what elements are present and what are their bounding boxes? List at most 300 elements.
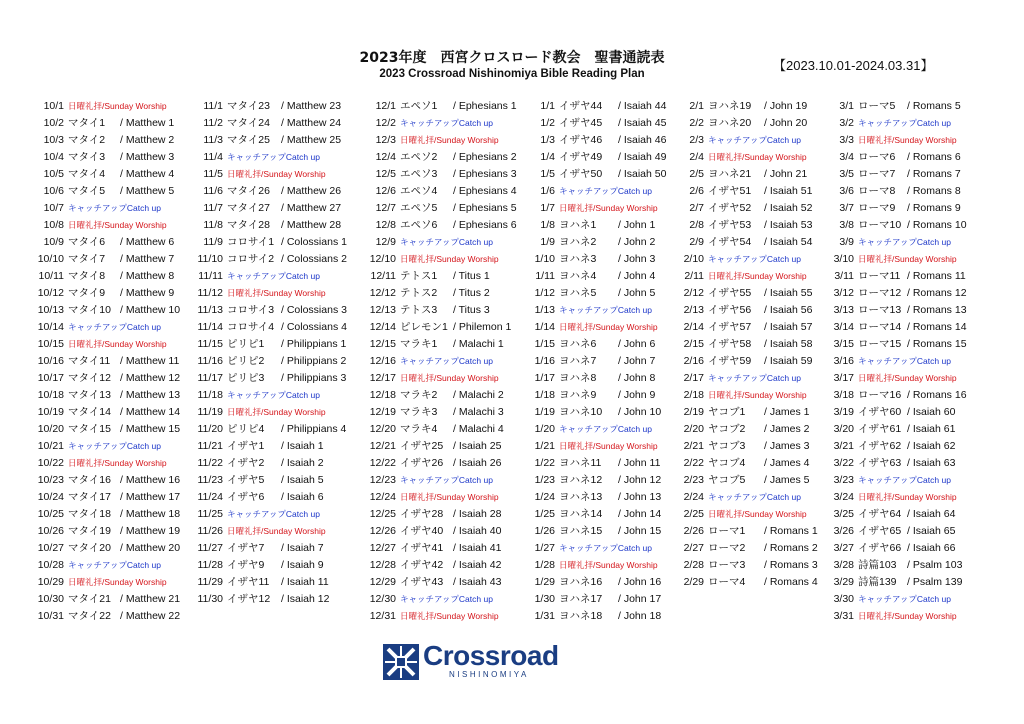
table-row <box>363 115 499 132</box>
reading-jp: マタイ25 <box>227 134 270 146</box>
sunday-worship-label: 日曜礼拝/Sunday Worship <box>858 135 957 145</box>
reading-date: 2/24 <box>683 491 704 503</box>
reading-en: / John 6 <box>618 338 656 350</box>
reading-date: 12/17 <box>369 372 396 384</box>
table-row <box>363 268 499 285</box>
sunday-worship-label: 日曜礼拝/Sunday Worship <box>400 135 499 145</box>
reading-date: 3/26 <box>833 525 854 537</box>
reading-en: / Matthew 11 <box>120 355 180 367</box>
reading-en: / Philippians 1 <box>281 338 347 350</box>
reading-en: / Matthew 12 <box>120 372 181 384</box>
table-row <box>363 608 499 625</box>
reading-jp: イザヤ60 <box>858 406 902 418</box>
table-row <box>528 404 662 421</box>
reading-en: / James 5 <box>764 474 810 486</box>
catch-up-label: キャッチアップCatch up <box>400 475 493 485</box>
reading-date: 1/2 <box>540 117 555 129</box>
reading-date: 2/23 <box>683 474 704 486</box>
table-row <box>674 234 813 251</box>
reading-date: 11/17 <box>197 372 223 384</box>
reading-jp: マタイ8 <box>68 270 106 282</box>
table-row <box>195 591 330 608</box>
table-row <box>528 387 658 404</box>
table-row <box>528 591 662 608</box>
table-row <box>528 353 658 370</box>
table-row <box>363 404 504 421</box>
sunday-worship-label: 日曜礼拝/Sunday Worship <box>559 560 658 570</box>
table-row <box>195 506 326 523</box>
sunday-worship-label: 日曜礼拝/Sunday Worship <box>559 441 658 451</box>
reading-jp: ローマ6 <box>858 151 896 163</box>
table-row <box>195 472 326 489</box>
reading-date: 1/10 <box>534 253 555 265</box>
table-row <box>528 489 662 506</box>
table-row <box>674 302 813 319</box>
reading-jp: ヨハネ20 <box>708 117 752 129</box>
table-row <box>34 421 181 438</box>
table-row <box>34 302 181 319</box>
catch-up-label: キャッチアップCatch up <box>708 373 801 383</box>
reading-date: 10/4 <box>43 151 64 163</box>
table-row <box>528 166 667 183</box>
reading-en: / Romans 3 <box>764 559 818 571</box>
table-row <box>674 268 807 285</box>
reading-date: 11/24 <box>197 491 223 503</box>
reading-jp: ローマ4 <box>708 576 746 588</box>
table-row <box>824 540 957 557</box>
reading-date: 11/11 <box>198 270 223 282</box>
reading-date: 11/8 <box>203 219 223 231</box>
reading-date: 2/9 <box>689 236 704 248</box>
reading-en: / John 18 <box>618 610 662 622</box>
reading-date: 12/14 <box>369 321 396 333</box>
reading-en: / Isaiah 55 <box>764 287 813 299</box>
reading-date: 2/4 <box>689 151 704 163</box>
table-row <box>674 438 810 455</box>
reading-date: 3/2 <box>839 117 854 129</box>
reading-date: 1/22 <box>534 457 555 469</box>
reading-jp: イザヤ9 <box>227 559 265 571</box>
table-row <box>824 285 967 302</box>
catch-up-label: キャッチアップCatch up <box>708 492 801 502</box>
reading-date: 12/9 <box>375 236 396 248</box>
table-row <box>674 200 813 217</box>
table-row <box>34 540 181 557</box>
reading-date: 10/27 <box>37 542 64 554</box>
table-row <box>363 506 502 523</box>
table-row <box>34 472 181 489</box>
reading-en: / Romans 15 <box>907 338 967 350</box>
reading-date: 1/15 <box>534 338 555 350</box>
reading-jp: エペソ5 <box>400 202 438 214</box>
reading-jp: マタイ20 <box>68 542 111 554</box>
table-row <box>363 285 499 302</box>
reading-en: / Isaiah 64 <box>907 508 956 520</box>
reading-date: 12/6 <box>375 185 396 197</box>
table-row <box>363 455 502 472</box>
table-row <box>528 302 658 319</box>
month-column <box>363 98 517 625</box>
reading-date: 2/1 <box>689 100 704 112</box>
table-row <box>195 574 329 591</box>
reading-en: / Matthew 5 <box>120 185 175 197</box>
reading-en: / John 9 <box>618 389 656 401</box>
table-row <box>363 557 502 574</box>
table-row <box>528 506 662 523</box>
catch-up-label: キャッチアップCatch up <box>68 441 161 451</box>
table-row <box>195 421 347 438</box>
reading-en: / Malachi 3 <box>453 406 504 418</box>
reading-date: 1/9 <box>540 236 555 248</box>
reading-jp: ローマ12 <box>858 287 902 299</box>
table-row <box>195 336 347 353</box>
reading-jp: イザヤ28 <box>400 508 444 520</box>
reading-en: / Matthew 17 <box>120 491 181 503</box>
reading-date: 3/17 <box>833 372 854 384</box>
table-row <box>363 336 504 353</box>
reading-date: 10/30 <box>37 593 64 605</box>
reading-en: / Matthew 9 <box>120 287 175 299</box>
reading-en: / John 8 <box>618 372 656 384</box>
reading-date: 3/29 <box>833 576 854 588</box>
table-row <box>195 98 342 115</box>
reading-en: / John 10 <box>618 406 662 418</box>
reading-en: / Isaiah 46 <box>618 134 667 146</box>
table-row <box>363 217 517 234</box>
table-row <box>528 183 658 200</box>
table-row <box>528 370 658 387</box>
reading-date: 12/5 <box>375 168 396 180</box>
reading-jp: マタイ6 <box>68 236 106 248</box>
table-row <box>363 183 517 200</box>
table-row <box>34 608 181 625</box>
reading-jp: イザヤ59 <box>708 355 752 367</box>
table-row <box>195 149 326 166</box>
reading-date: 11/29 <box>197 576 223 588</box>
sunday-worship-label: 日曜礼拝/Sunday Worship <box>227 169 326 179</box>
catch-up-label: キャッチアップCatch up <box>400 356 493 366</box>
table-row <box>195 523 326 540</box>
reading-jp: イザヤ51 <box>708 185 752 197</box>
reading-date: 2/10 <box>683 253 704 265</box>
reading-en: / James 1 <box>764 406 810 418</box>
reading-date: 12/1 <box>375 100 396 112</box>
reading-en: / Isaiah 6 <box>281 491 324 503</box>
reading-jp: イザヤ66 <box>858 542 902 554</box>
page-title-en: 2023 Crossroad Nishinomiya Bible Reading Plan <box>379 68 645 80</box>
sunday-worship-label: 日曜礼拝/Sunday Worship <box>858 254 957 264</box>
reading-date: 3/16 <box>833 355 854 367</box>
reading-en: / Isaiah 9 <box>281 559 324 571</box>
reading-en: / Isaiah 2 <box>281 457 324 469</box>
reading-jp: イザヤ12 <box>227 593 271 605</box>
reading-en: / John 5 <box>618 287 656 299</box>
reading-jp: ローマ3 <box>708 559 746 571</box>
catch-up-label: キャッチアップCatch up <box>227 152 320 162</box>
table-row <box>195 557 326 574</box>
reading-jp: イザヤ63 <box>858 457 902 469</box>
reading-en: / Psalm 103 <box>907 559 963 571</box>
table-row <box>195 353 347 370</box>
catch-up-label: キャッチアップCatch up <box>227 271 320 281</box>
reading-jp: ローマ13 <box>858 304 902 316</box>
table-row <box>674 183 813 200</box>
reading-jp: マタイ27 <box>227 202 270 214</box>
table-row <box>528 574 662 591</box>
reading-jp: ヤコブ4 <box>708 457 746 469</box>
reading-jp: ローマ7 <box>858 168 896 180</box>
reading-date: 11/26 <box>197 525 223 537</box>
reading-date: 10/28 <box>37 559 64 571</box>
table-row <box>528 319 658 336</box>
catch-up-label: キャッチアップCatch up <box>858 356 951 366</box>
reading-en: / Ephesians 5 <box>453 202 517 214</box>
reading-jp: ローマ5 <box>858 100 896 112</box>
reading-date: 10/21 <box>37 440 64 452</box>
table-row <box>195 404 326 421</box>
reading-en: / Isaiah 52 <box>764 202 813 214</box>
table-row <box>195 234 347 251</box>
sunday-worship-label: 日曜礼拝/Sunday Worship <box>400 611 499 621</box>
catch-up-label: キャッチアップCatch up <box>559 543 652 553</box>
reading-en: / Colossians 2 <box>281 253 347 265</box>
reading-date: 11/19 <box>197 406 223 418</box>
reading-date: 11/12 <box>197 287 223 299</box>
reading-date: 11/28 <box>197 559 223 571</box>
reading-date: 1/20 <box>534 423 555 435</box>
reading-en: / John 19 <box>764 100 808 112</box>
reading-date: 3/10 <box>833 253 854 265</box>
reading-date: 10/17 <box>37 372 64 384</box>
reading-date: 12/10 <box>369 253 396 265</box>
reading-jp: マタイ5 <box>68 185 106 197</box>
reading-en: / Isaiah 53 <box>764 219 813 231</box>
table-row <box>674 472 810 489</box>
table-row <box>363 574 502 591</box>
reading-en: / John 12 <box>618 474 662 486</box>
table-row <box>674 421 810 438</box>
reading-en: / Romans 6 <box>907 151 961 163</box>
reading-jp: マラキ3 <box>400 406 438 418</box>
reading-date: 10/3 <box>43 134 64 146</box>
reading-date: 2/29 <box>683 576 704 588</box>
table-row <box>824 455 957 472</box>
reading-en: / Isaiah 7 <box>281 542 324 554</box>
reading-date: 10/2 <box>43 117 64 129</box>
table-row <box>34 489 181 506</box>
catch-up-label: キャッチアップCatch up <box>400 237 493 247</box>
reading-en: / John 14 <box>618 508 662 520</box>
reading-en: / Titus 3 <box>453 304 490 316</box>
table-row <box>34 285 175 302</box>
reading-date: 3/13 <box>833 304 854 316</box>
reading-en: / John 7 <box>618 355 656 367</box>
reading-jp: ローマ9 <box>858 202 896 214</box>
reading-date: 3/9 <box>839 236 854 248</box>
table-row <box>363 200 517 217</box>
reading-date: 3/15 <box>833 338 854 350</box>
table-row <box>34 98 167 115</box>
reading-en: / Romans 9 <box>907 202 961 214</box>
table-row <box>34 132 175 149</box>
reading-jp: イザヤ26 <box>400 457 444 469</box>
table-row <box>824 98 961 115</box>
reading-en: / Isaiah 41 <box>453 542 502 554</box>
reading-en: / Philippians 3 <box>281 372 347 384</box>
reading-date: 1/28 <box>534 559 555 571</box>
reading-en: / Psalm 139 <box>907 576 963 588</box>
month-column <box>195 98 347 608</box>
reading-jp: ローマ16 <box>858 389 902 401</box>
table-row <box>363 132 499 149</box>
reading-jp: イザヤ42 <box>400 559 444 571</box>
table-row <box>195 438 326 455</box>
reading-en: / Philippians 2 <box>281 355 347 367</box>
reading-jp: ヤコブ5 <box>708 474 746 486</box>
reading-date: 3/3 <box>839 134 854 146</box>
table-row <box>674 506 807 523</box>
reading-jp: イザヤ64 <box>858 508 902 520</box>
reading-jp: ヨハネ14 <box>559 508 603 520</box>
reading-date: 1/6 <box>540 185 555 197</box>
catch-up-label: キャッチアップCatch up <box>68 560 161 570</box>
reading-jp: ヨハネ21 <box>708 168 752 180</box>
reading-jp: イザヤ1 <box>227 440 265 452</box>
reading-jp: ヨハネ2 <box>559 236 597 248</box>
reading-date: 11/22 <box>197 457 223 469</box>
table-row <box>363 234 499 251</box>
reading-jp: ヨハネ19 <box>708 100 752 112</box>
table-row <box>824 251 957 268</box>
reading-date: 1/25 <box>534 508 555 520</box>
reading-date: 10/13 <box>37 304 64 316</box>
reading-date: 3/11 <box>834 270 854 282</box>
reading-en: / Romans 13 <box>907 304 967 316</box>
reading-en: / Isaiah 63 <box>907 457 956 469</box>
reading-en: / Matthew 26 <box>281 185 342 197</box>
reading-date: 11/3 <box>203 134 223 146</box>
reading-en: / Matthew 2 <box>120 134 175 146</box>
reading-date: 2/11 <box>684 270 704 282</box>
reading-date: 11/16 <box>197 355 223 367</box>
sunday-worship-label: 日曜礼拝/Sunday Worship <box>708 152 807 162</box>
reading-date: 1/27 <box>534 542 555 554</box>
table-row <box>363 438 502 455</box>
reading-date: 10/31 <box>37 610 64 622</box>
crossroad-logo-mark-icon <box>383 644 419 680</box>
table-row <box>34 523 181 540</box>
reading-date: 1/23 <box>534 474 555 486</box>
reading-en: / James 2 <box>764 423 810 435</box>
catch-up-label: キャッチアップCatch up <box>858 118 951 128</box>
reading-jp: ヨハネ4 <box>559 270 597 282</box>
reading-jp: ピリピ4 <box>227 423 265 435</box>
reading-date: 3/28 <box>833 559 854 571</box>
reading-date: 10/8 <box>43 219 64 231</box>
reading-date: 10/19 <box>37 406 64 418</box>
reading-jp: ローマ14 <box>858 321 902 333</box>
reading-en: / Matthew 13 <box>120 389 181 401</box>
reading-date: 2/7 <box>689 202 704 214</box>
table-row <box>195 489 326 506</box>
table-row <box>824 234 957 251</box>
reading-jp: マタイ4 <box>68 168 106 180</box>
reading-date: 12/8 <box>375 219 396 231</box>
table-row <box>34 506 181 523</box>
table-row <box>824 472 957 489</box>
reading-jp: ヨハネ10 <box>559 406 603 418</box>
reading-jp: マタイ14 <box>68 406 111 418</box>
reading-date: 10/14 <box>37 321 64 333</box>
reading-date: 12/22 <box>369 457 396 469</box>
table-row <box>34 200 167 217</box>
reading-date: 12/7 <box>375 202 396 214</box>
reading-jp: コロサイ1 <box>227 236 275 248</box>
reading-date: 1/14 <box>534 321 555 333</box>
table-row <box>363 421 504 438</box>
sunday-worship-label: 日曜礼拝/Sunday Worship <box>400 373 499 383</box>
reading-en: / Philippians 4 <box>281 423 347 435</box>
reading-en: / Romans 11 <box>907 270 966 282</box>
reading-date: 12/15 <box>369 338 396 350</box>
reading-en: / Romans 12 <box>907 287 967 299</box>
reading-date: 1/11 <box>535 270 555 282</box>
reading-jp: マラキ4 <box>400 423 438 435</box>
reading-en: / Matthew 22 <box>120 610 181 622</box>
reading-en: / Isaiah 49 <box>618 151 667 163</box>
reading-date: 1/12 <box>534 287 555 299</box>
reading-date: 3/6 <box>839 185 854 197</box>
reading-date: 2/14 <box>683 321 704 333</box>
table-row <box>824 183 961 200</box>
reading-date: 3/22 <box>833 457 854 469</box>
reading-jp: エペソ3 <box>400 168 438 180</box>
reading-en: / Matthew 27 <box>281 202 342 214</box>
table-row <box>674 540 818 557</box>
reading-jp: ローマ10 <box>858 219 902 231</box>
reading-date: 3/8 <box>839 219 854 231</box>
table-row <box>674 285 813 302</box>
reading-date: 2/26 <box>683 525 704 537</box>
sunday-worship-label: 日曜礼拝/Sunday Worship <box>708 509 807 519</box>
reading-en: / John 11 <box>618 457 661 469</box>
reading-en: / Isaiah 26 <box>453 457 502 469</box>
reading-jp: エペソ2 <box>400 151 438 163</box>
table-row <box>674 387 807 404</box>
reading-date: 10/18 <box>37 389 64 401</box>
reading-jp: マタイ23 <box>227 100 270 112</box>
reading-date: 2/12 <box>683 287 704 299</box>
table-row <box>363 353 499 370</box>
reading-date: 12/4 <box>375 151 396 163</box>
reading-date: 3/25 <box>833 508 854 520</box>
reading-date: 10/29 <box>37 576 64 588</box>
reading-date: 2/28 <box>683 559 704 571</box>
reading-date: 2/22 <box>683 457 704 469</box>
reading-date: 1/7 <box>540 202 555 214</box>
reading-en: / Romans 4 <box>764 576 818 588</box>
table-row <box>363 472 499 489</box>
reading-jp: マラキ1 <box>400 338 438 350</box>
reading-date: 12/12 <box>369 287 396 299</box>
reading-en: / Isaiah 42 <box>453 559 502 571</box>
reading-en: / John 20 <box>764 117 808 129</box>
reading-jp: エペソ4 <box>400 185 438 197</box>
reading-en: / John 21 <box>764 168 808 180</box>
reading-date: 12/3 <box>375 134 396 146</box>
reading-en: / Ephesians 2 <box>453 151 517 163</box>
reading-jp: ヨハネ18 <box>559 610 603 622</box>
